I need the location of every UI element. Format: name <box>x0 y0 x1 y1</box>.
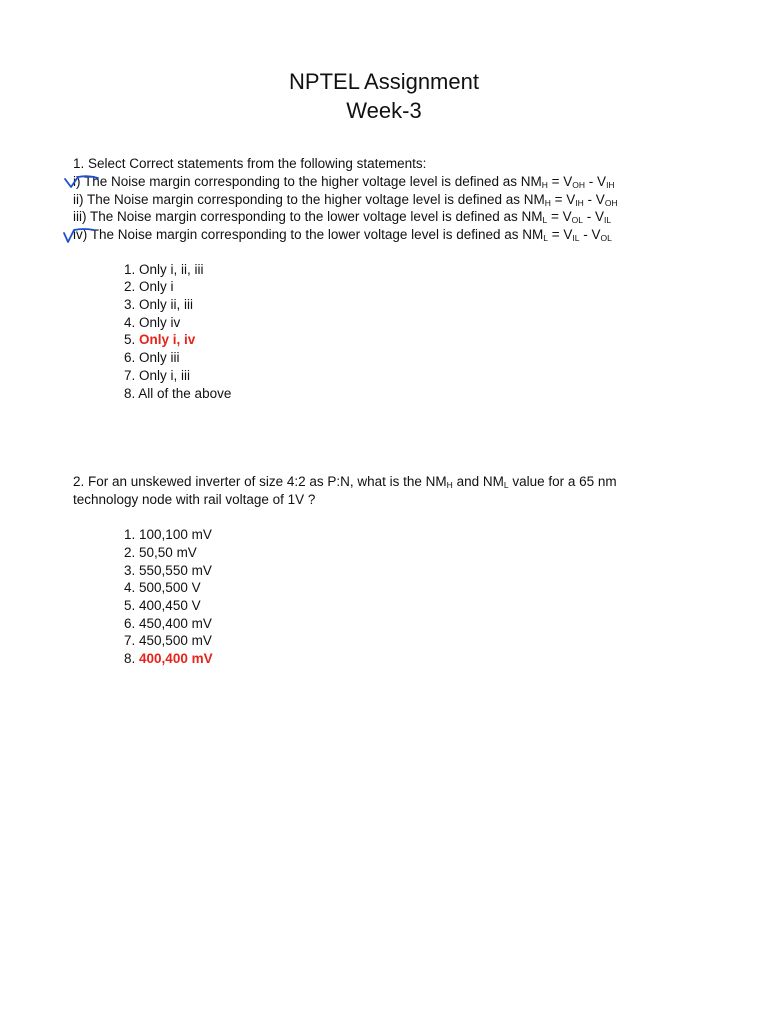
statement-iv <box>73 226 612 243</box>
statement-roman: ii) <box>73 192 84 207</box>
statement-sub: H <box>544 198 551 208</box>
q2-option-3 <box>124 562 212 579</box>
statement-sub: OL <box>571 215 583 225</box>
option-number: 6. <box>124 350 136 365</box>
q2-option-2 <box>124 544 197 561</box>
option-number: 7. <box>124 368 136 383</box>
q1-option-3 <box>124 296 193 313</box>
q1-option-8 <box>124 385 231 402</box>
option-number: 3. <box>124 563 136 578</box>
q2-text: and NM <box>452 474 504 489</box>
statement-eq: = V <box>547 209 572 224</box>
option-number: 4. <box>124 580 136 595</box>
q2-text: value for a 65 nm <box>508 474 617 489</box>
statement-roman: iv) <box>73 227 88 242</box>
question-1-prompt: 1. Select Correct statements from the following statements: <box>73 156 427 171</box>
option-text: 400,450 V <box>139 598 201 613</box>
statement-sub: IL <box>572 233 580 243</box>
statement-minus: - V <box>579 227 601 242</box>
option-text: 450,500 mV <box>139 633 212 648</box>
option-number: 8. <box>124 386 136 401</box>
option-text: All of the above <box>138 386 232 401</box>
option-number: 7. <box>124 633 136 648</box>
option-text: 100,100 mV <box>139 527 212 542</box>
option-number: 1. <box>124 262 136 277</box>
option-text: 450,400 mV <box>139 616 212 631</box>
q1-option-2 <box>124 278 174 295</box>
statement-i <box>73 173 615 190</box>
correct-answer: Only i, iv <box>139 332 196 347</box>
option-text: Only i, ii, iii <box>139 262 204 277</box>
q1-option-1 <box>124 261 204 278</box>
statement-eq: = V <box>550 192 576 207</box>
q1-option-6 <box>124 349 180 366</box>
option-text: Only ii, iii <box>139 297 194 312</box>
q1-option-5 <box>124 331 195 348</box>
statement-sub: OH <box>572 180 586 190</box>
option-number: 3. <box>124 297 136 312</box>
option-number: 8. <box>124 651 136 666</box>
option-number: 2. <box>124 279 136 294</box>
statement-minus: - V <box>585 174 607 189</box>
correct-answer: 400,400 mV <box>139 651 213 666</box>
option-text: 500,500 V <box>139 580 201 595</box>
q2-sub: H <box>446 480 453 490</box>
q2-text: 2. For an unskewed inverter of size 4:2 as P:N, what is the NM <box>73 474 447 489</box>
q2-option-5 <box>124 597 201 614</box>
option-number: 5. <box>124 332 136 347</box>
statement-sub: L <box>542 215 548 225</box>
option-number: 5. <box>124 598 136 613</box>
question-2-prompt-line2: technology node with rail voltage of 1V ? <box>73 492 316 507</box>
statement-text: The Noise margin corresponding to the higher voltage level is defined as NM <box>87 192 545 207</box>
q2-option-7 <box>124 632 212 649</box>
statement-minus: - V <box>583 192 605 207</box>
statement-eq: = V <box>547 174 573 189</box>
option-text: Only i, iii <box>139 368 191 383</box>
page-subtitle: Week-3 <box>346 98 422 123</box>
q2-option-1 <box>124 526 212 543</box>
option-number: 4. <box>124 315 136 330</box>
statement-roman: iii) <box>73 209 87 224</box>
statement-roman: i) <box>73 174 81 189</box>
statement-sub: L <box>543 233 548 243</box>
option-text: 550,550 mV <box>139 563 212 578</box>
q2-sub: L <box>503 480 509 490</box>
q2-option-8 <box>124 650 213 667</box>
statement-sub: IH <box>575 198 584 208</box>
q2-option-6 <box>124 615 212 632</box>
option-number: 6. <box>124 616 136 631</box>
option-text: Only iv <box>139 315 181 330</box>
option-text: Only i <box>139 279 174 294</box>
statement-sub: IL <box>603 215 612 225</box>
statement-sub: OL <box>600 233 612 243</box>
statement-text: The Noise margin corresponding to the lower voltage level is defined as NM <box>90 227 544 242</box>
q1-option-7 <box>124 367 190 384</box>
statement-sub: H <box>541 180 548 190</box>
question-2-prompt-line1 <box>73 473 617 490</box>
handwritten-checkmark-icon <box>60 225 100 245</box>
statement-minus: - V <box>582 209 604 224</box>
statement-eq: = V <box>547 227 573 242</box>
statement-text: The Noise margin corresponding to the higher voltage level is defined as NM <box>84 174 542 189</box>
q1-option-4 <box>124 314 180 331</box>
page-title: NPTEL Assignment <box>289 69 479 94</box>
handwritten-checkmark-icon <box>62 171 102 191</box>
statement-sub: IH <box>606 180 615 190</box>
option-number: 2. <box>124 545 136 560</box>
statement-sub: OH <box>604 198 618 208</box>
option-number: 1. <box>124 527 136 542</box>
option-text: 50,50 mV <box>139 545 197 560</box>
q2-option-4 <box>124 579 201 596</box>
option-text: Only iii <box>139 350 180 365</box>
statement-iii <box>73 208 611 225</box>
statement-ii <box>73 191 618 208</box>
statement-text: The Noise margin corresponding to the lower voltage level is defined as NM <box>90 209 543 224</box>
